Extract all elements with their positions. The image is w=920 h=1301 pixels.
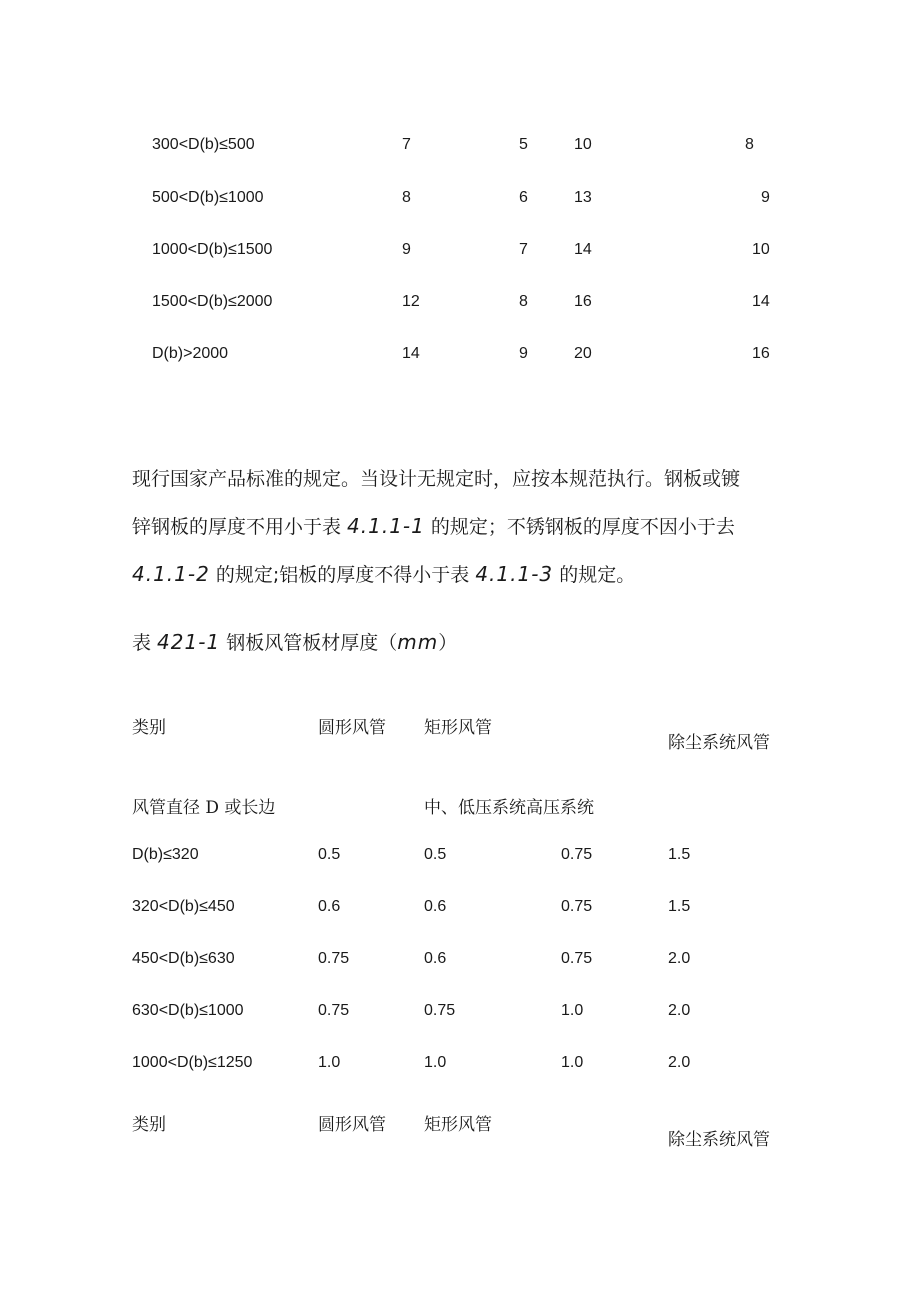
top-table-cell: 16 (752, 345, 770, 362)
top-table-cell: 10 (752, 241, 770, 258)
top-table-cell: 13 (574, 189, 592, 206)
main-table-cell: 1.5 (668, 898, 691, 915)
footer-header-category: 类别 (132, 1115, 166, 1135)
main-table-cell: 2.0 (668, 950, 691, 967)
header-rect: 矩形风管 (424, 718, 492, 738)
main-table-cell: 630<D(b)≤1000 (132, 1002, 244, 1019)
top-table-cell: 300<D(b)≤500 (152, 136, 255, 153)
top-table-cell: 20 (574, 345, 592, 362)
main-table-cell: 0.75 (318, 950, 350, 967)
main-table-cell: 1.0 (318, 1054, 341, 1071)
footer-header-round: 圆形风管 (318, 1115, 386, 1135)
main-table-cell: 1.0 (561, 1002, 584, 1019)
main-table-cell: 450<D(b)≤630 (132, 950, 235, 967)
top-table-cell: 14 (752, 293, 770, 310)
top-table-cell: 16 (574, 293, 592, 310)
top-table-cell: 9 (402, 241, 411, 258)
subheader-dim: 风管直径 D 或长边 (132, 798, 276, 818)
main-table-cell: 320<D(b)≤450 (132, 898, 235, 915)
top-table-cell: 12 (402, 293, 420, 310)
main-table-cell: 0.75 (424, 1002, 456, 1019)
table-ref: 4.1.1-1 (347, 514, 425, 538)
header-dust: 除尘系统风管 (668, 733, 770, 753)
table-caption: 表 421-1 钢板风管板材厚度（mm） (132, 630, 458, 654)
top-table-cell: 6 (519, 189, 528, 206)
subheader-pressure: 中、低压系统高压系统 (424, 798, 594, 818)
main-table-cell: 0.5 (424, 846, 447, 863)
footer-header-dust: 除尘系统风管 (668, 1130, 770, 1150)
main-table-cell: 2.0 (668, 1002, 691, 1019)
main-table-cell: 0.6 (318, 898, 341, 915)
main-table-cell: 1000<D(b)≤1250 (132, 1054, 253, 1071)
header-round: 圆形风管 (318, 718, 386, 738)
top-table-cell: 5 (519, 136, 528, 153)
main-table-cell: D(b)≤320 (132, 846, 199, 863)
main-table-cell: 1.0 (561, 1054, 584, 1071)
top-table-cell: D(b)>2000 (152, 345, 229, 362)
main-table-cell: 0.6 (424, 950, 447, 967)
top-table-cell: 7 (402, 136, 411, 153)
paragraph-line-1: 现行国家产品标准的规定。当设计无规定时，应按本规范执行。钢板或镀 (132, 468, 741, 490)
top-table-cell: 8 (745, 136, 754, 153)
main-table-cell: 0.75 (561, 950, 593, 967)
header-category: 类别 (132, 718, 166, 738)
top-table-cell: 500<D(b)≤1000 (152, 189, 264, 206)
top-table-cell: 14 (574, 241, 592, 258)
main-table-cell: 0.75 (561, 898, 593, 915)
paragraph-line-3: 4.1.1-2 的规定;铝板的厚度不得小于表 4.1.1-3 的规定。 (132, 562, 636, 586)
top-table-cell: 8 (519, 293, 528, 310)
main-table-cell: 0.6 (424, 898, 447, 915)
top-table-cell: 9 (519, 345, 528, 362)
table-ref: 4.1.1-2 (132, 562, 210, 586)
main-table-cell: 2.0 (668, 1054, 691, 1071)
top-table-cell: 1500<D(b)≤2000 (152, 293, 273, 310)
top-table-cell: 10 (574, 136, 592, 153)
paragraph-line-2: 锌钢板的厚度不用小于表 4.1.1-1 的规定；不锈钢板的厚度不因小于去 (132, 514, 735, 538)
main-table-cell: 0.75 (318, 1002, 350, 1019)
top-table-cell: 1000<D(b)≤1500 (152, 241, 273, 258)
top-table-cell: 9 (761, 189, 770, 206)
top-table-cell: 8 (402, 189, 411, 206)
footer-header-rect: 矩形风管 (424, 1115, 492, 1135)
top-table-cell: 14 (402, 345, 420, 362)
main-table-cell: 0.5 (318, 846, 341, 863)
main-table-cell: 1.5 (668, 846, 691, 863)
table-ref: 4.1.1-3 (475, 562, 554, 586)
top-table-cell: 7 (519, 241, 528, 258)
main-table-cell: 0.75 (561, 846, 593, 863)
main-table-cell: 1.0 (424, 1054, 447, 1071)
